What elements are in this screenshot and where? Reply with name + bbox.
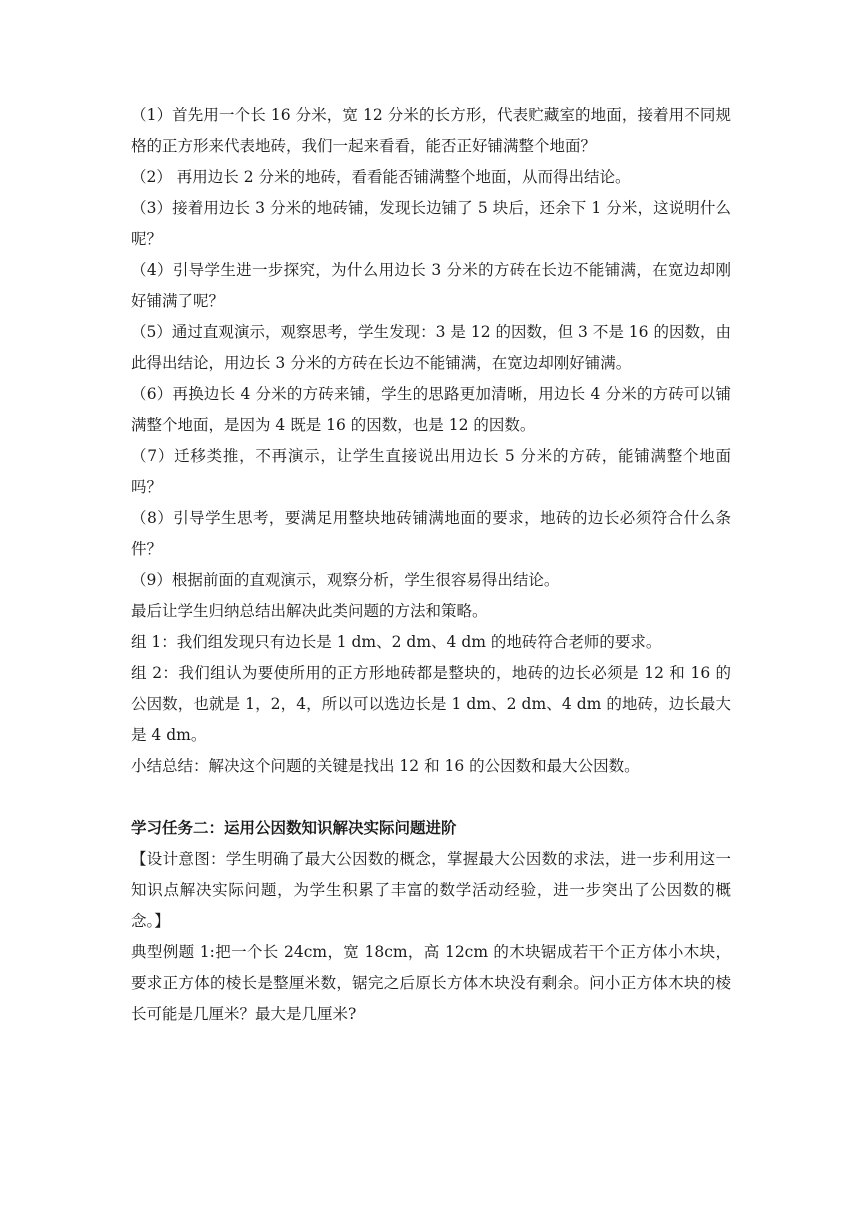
group-1-answer: 组 1：我们组发现只有边长是 1 dm、2 dm、4 dm 的地砖符合老师的要求。 [131, 633, 662, 651]
document-body [131, 100, 731, 1030]
step-1: （1）首先用一个长 16 分米，宽 12 分米的长方形，代表贮藏室的地面，接着用不同规格的正方形来代表地砖，我们一起来看看，能否正好铺满整个地面？ [131, 106, 731, 155]
step-5: （5）通过直观演示，观察思考，学生发现：3 是 12 的因数，但 3 不是 16 的因数，由此得出结论，用边长 3 分米的方砖在长边不能铺满，在宽边却刚好铺满。 [131, 323, 731, 372]
design-intent: 【设计意图：学生明确了最大公因数的概念，掌握最大公因数的求法，进一步利用这一知识点解决实际问题，为学生积累了丰富的数学活动经验，进一步突出了公因数的概念。】 [131, 850, 731, 930]
spacer [131, 782, 731, 813]
summary-intro: 最后让学生归纳总结出解决此类问题的方法和策略。 [131, 602, 488, 620]
step-2: （2） 再用边长 2 分米的地砖，看看能否铺满整个地面，从而得出结论。 [131, 168, 631, 186]
step-7: （7）迁移类推，不再演示，让学生直接说出用边长 5 分米的方砖，能铺满整个地面吗？ [131, 447, 731, 496]
example-1: 典型例题 1:把一个长 24cm，宽 18cm，高 12cm 的木块锯成若干个正方体小木块，要求正方体的棱长是整厘米数，锯完之后原长方体木块没有剩余。问小正方体木块的棱长可能是几厘米？最大是几厘米? [131, 943, 731, 1023]
step-8: （8）引导学生思考，要满足用整块地砖铺满地面的要求，地砖的边长必须符合什么条件？ [131, 509, 731, 558]
step-6: （6）再换边长 4 分米的方砖来铺，学生的思路更加清晰，用边长 4 分米的方砖可以铺满整个地面，是因为 4 既是 16 的因数，也是 12 的因数。 [131, 385, 731, 434]
step-3: （3）接着用边长 3 分米的地砖铺，发现长边铺了 5 块后，还余下 1 分米，这说明什么呢？ [131, 199, 731, 248]
conclusion: 小结总结：解决这个问题的关键是找出 12 和 16 的公因数和最大公因数。 [131, 757, 640, 775]
step-9: （9）根据前面的直观演示，观察分析，学生很容易得出结论。 [131, 571, 560, 589]
group-2-answer: 组 2：我们组认为要使所用的正方形地砖都是整块的，地砖的边长必须是 12 和 16 的公因数，也就是 1，2，4，所以可以选边长是 1 dm、2 dm、4 dm 的地砖，边长最大是 4 dm。 [131, 664, 731, 744]
task-2-heading: 学习任务二：运用公因数知识解决实际问题进阶 [131, 819, 457, 837]
step-4: （4）引导学生进一步探究，为什么用边长 3 分米的方砖在长边不能铺满，在宽边却刚好铺满了呢？ [131, 261, 731, 310]
